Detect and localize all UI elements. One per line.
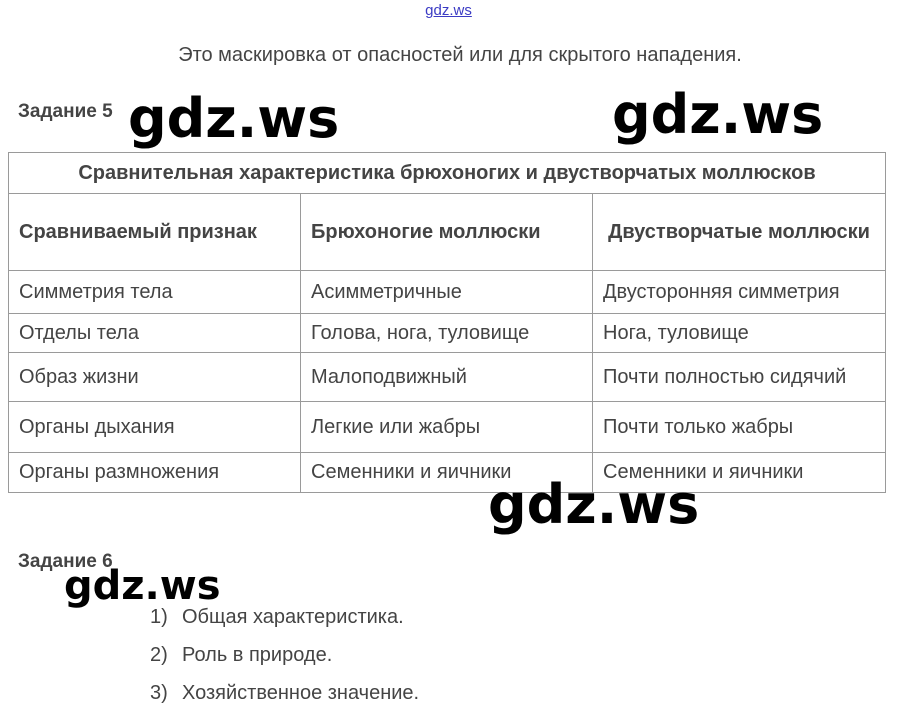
table-cell: Нога, туловище: [593, 314, 886, 353]
intro-text: Это маскировка от опасностей или для скрытого нападения.: [178, 44, 742, 66]
table-row: [9, 353, 886, 402]
table-cell: Семенники и яичники: [301, 453, 593, 493]
table-cell: Почти только жабры: [593, 402, 886, 453]
table-cell: Голова, нога, туловище: [301, 314, 593, 353]
list-item-number: 2): [150, 644, 168, 666]
table-cell: Семенники и яичники: [593, 453, 886, 493]
list-item: [150, 642, 419, 680]
table-cell: Малоподвижный: [301, 353, 593, 402]
table-row: [9, 402, 886, 453]
table-caption: Сравнительная характеристика брюхоногих и двустворчатых моллюсков: [9, 153, 886, 194]
table-cell: Отделы тела: [9, 314, 301, 353]
table-cell: Образ жизни: [9, 353, 301, 402]
watermark: gdz.ws: [128, 87, 340, 150]
task-5-label: Задание 5: [18, 101, 113, 122]
table-cell: Симметрия тела: [9, 271, 301, 314]
column-header-feature: Сравниваемый признак: [9, 194, 301, 271]
table-cell: Почти полностью сидячий: [593, 353, 886, 402]
task-6-list: [150, 604, 419, 718]
table-cell: Органы размножения: [9, 453, 301, 493]
list-item-text: Общая характеристика.: [182, 606, 404, 628]
watermark: gdz.ws: [612, 83, 824, 146]
table-cell: Органы дыхания: [9, 402, 301, 453]
table-row: [9, 271, 886, 314]
list-item-number: 3): [150, 682, 168, 704]
comparison-table: [8, 152, 886, 493]
list-item-text: Хозяйственное значение.: [182, 682, 420, 704]
watermark: gdz.ws: [488, 473, 700, 536]
table-cell: Асимметричные: [301, 271, 593, 314]
site-link[interactable]: gdz.ws: [425, 2, 472, 19]
list-item-text: Роль в природе.: [182, 644, 333, 666]
table-row: [9, 314, 886, 353]
table-header-row: [9, 194, 886, 271]
column-header-bivalves: Двустворчатые моллюски: [593, 194, 886, 271]
list-item-number: 1): [150, 606, 168, 628]
table-row: [9, 453, 886, 493]
watermark: gdz.ws: [64, 563, 221, 609]
table-cell: Легкие или жабры: [301, 402, 593, 453]
table-cell: Двусторонняя симметрия: [593, 271, 886, 314]
column-header-gastropods: Брюхоногие моллюски: [301, 194, 593, 271]
table-caption-row: [9, 153, 886, 194]
list-item: [150, 680, 419, 718]
list-item: [150, 604, 419, 642]
task-6-label: Задание 6: [18, 551, 113, 572]
